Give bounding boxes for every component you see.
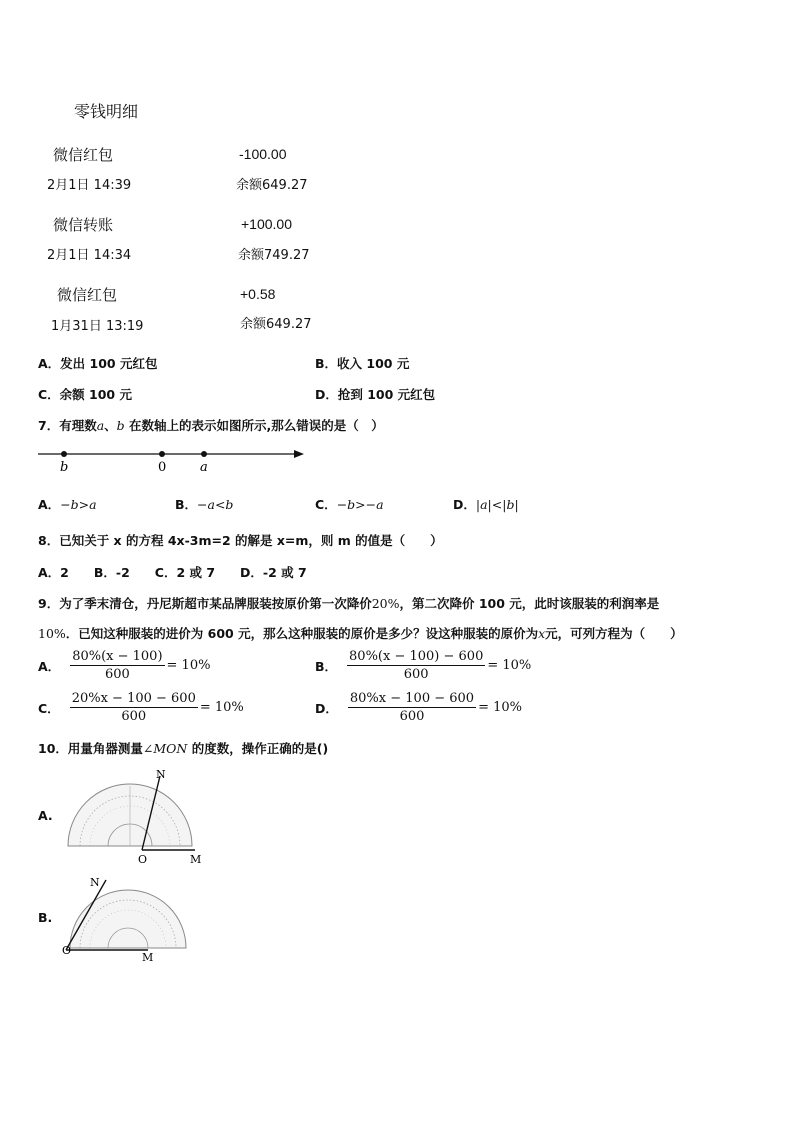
number-line-arrow: [294, 450, 304, 458]
q10-option-b-label: B.: [38, 910, 53, 925]
q9-option-b: B． $\frac{80\%(x - 100) - 600}{600}$ = 10%: [315, 649, 532, 682]
number-line: [36, 444, 308, 476]
q10-option-a-label: A.: [38, 808, 53, 823]
q6-option-c: C．余额 100 元: [38, 387, 132, 402]
q7-option-c: C．−b>−a: [315, 497, 384, 512]
q6-option-b: B．收入 100 元: [315, 356, 410, 371]
entry-3-name: 微信红包: [57, 286, 118, 304]
point-zero: [159, 451, 165, 457]
label-b: b: [60, 460, 69, 475]
entry-2-balance: 余额749.27: [238, 248, 310, 263]
point-b: [61, 451, 67, 457]
entry-2-amount: +100.00: [241, 216, 292, 232]
protractor-b: [58, 872, 198, 964]
q9-option-c: C． $\frac{20\%x - 100 - 600}{600}$ = 10%: [38, 691, 244, 724]
label-o-b: O: [62, 944, 72, 957]
entry-1-date: 2月1日 14:39: [47, 178, 132, 193]
q10-stem: 10．用量角器测量∠MON 的度数，操作正确的是(): [38, 741, 329, 756]
entry-2-name: 微信转账: [53, 216, 114, 234]
label-zero: 0: [158, 460, 167, 475]
label-m-b: M: [142, 951, 154, 964]
protractor-a: [60, 768, 210, 866]
entry-3-balance: 余额649.27: [240, 317, 312, 332]
protractor-b-body: [70, 890, 186, 948]
q9-option-d: D． $\frac{80\%x - 100 - 600}{600}$ = 10%: [315, 691, 522, 724]
q7-option-b: B．−a<b: [175, 497, 234, 512]
q7-stem-prefix: 7．有理数: [38, 418, 97, 433]
entry-1-balance: 余额649.27: [236, 178, 308, 193]
entry-1-name: 微信红包: [53, 146, 114, 164]
wallet-title: 零钱明细: [74, 102, 139, 121]
label-m-a: M: [190, 853, 202, 866]
q7-stem: [38, 416, 384, 434]
point-a: [201, 451, 207, 457]
q9-line-2: 10%．已知这种服装的进价为 600 元，那么这种服装的原价是多少？设这种服装的原价为x元，可列方程为（ ）: [38, 626, 683, 641]
q9-line-1: 9．为了季末清仓，丹尼斯超市某品牌服装按原价第一次降价20%，第二次降价 100 元，此时该服装的利润率是: [38, 596, 660, 611]
q6-option-a: A．发出 100 元红包: [38, 356, 158, 371]
q7-option-a: A．−b>a: [38, 497, 97, 512]
q7-var-a: a: [96, 418, 105, 433]
entry-3-date: 1月31日 13:19: [51, 319, 144, 334]
q7-var-b: b: [116, 418, 125, 433]
label-a: a: [200, 460, 208, 475]
q7-stem-suffix: 在数轴上的表示如图所示,那么错误的是（ ）: [124, 418, 384, 433]
q7-sep: 、: [104, 418, 117, 433]
label-n-b: N: [90, 876, 100, 889]
q8-stem: 8．已知关于 x 的方程 4x-3m=2 的解是 x=m，则 m 的值是（ ）: [38, 533, 443, 548]
label-n-a: N: [156, 768, 166, 781]
q6-option-d: D．抢到 100 元红包: [315, 387, 436, 402]
label-o-a: O: [138, 853, 148, 866]
entry-3-amount: +0.58: [240, 286, 276, 302]
q8-options: A．2 B．-2 C．2 或 7 D．-2 或 7: [38, 565, 307, 580]
q9-option-a: A． $\frac{80\%(x - 100)}{600}$ = 10%: [38, 649, 211, 682]
q7-option-d: D．|a|<|b|: [453, 497, 519, 512]
entry-2-date: 2月1日 14:34: [47, 248, 132, 263]
entry-1-amount: -100.00: [239, 146, 287, 162]
